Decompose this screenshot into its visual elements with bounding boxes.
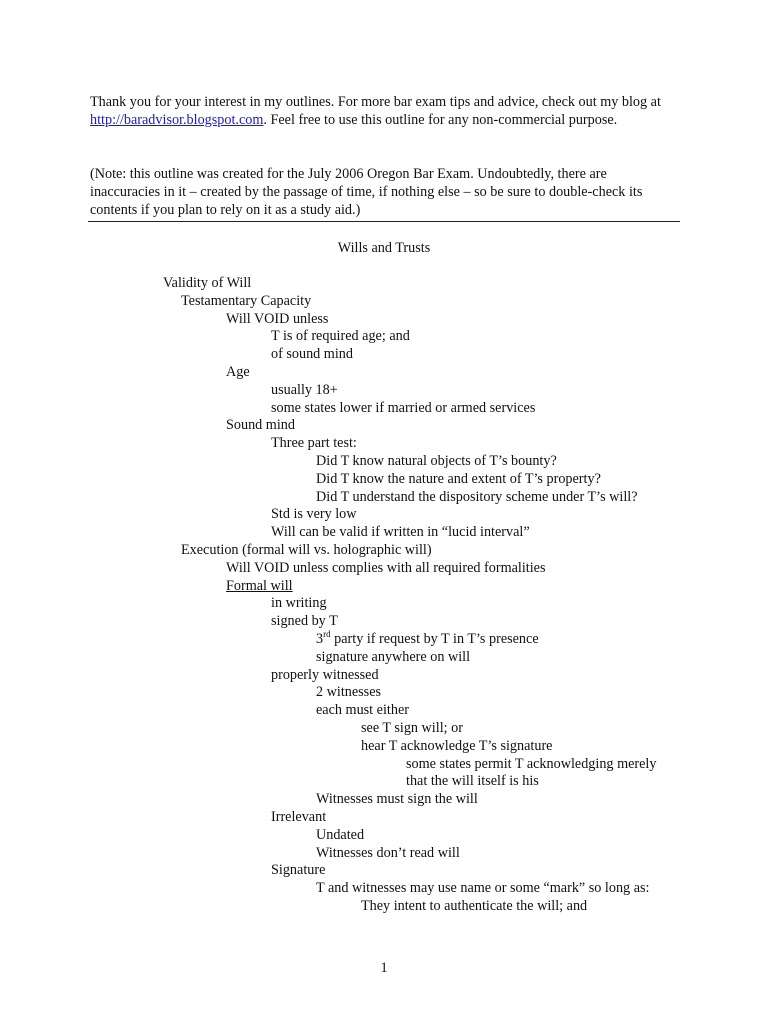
outline-text-main: Std is very low [271,506,357,522]
outline-text-main: properly witnessed [271,667,379,683]
outline-text [271,523,530,541]
outline-text-main: of sound mind [271,346,353,362]
outline-text-main: Will VOID unless complies with all required formalities [226,560,546,576]
outline-text [316,844,460,862]
outline-text [271,666,379,684]
outline-text-main: in writing [271,595,327,611]
outline-text-main: They intent to authenticate the will; and [361,898,588,914]
outline-text [316,826,364,844]
outline-text [163,274,251,292]
outline-text-main: 2 witnesses [316,684,382,700]
outline-text [271,612,338,630]
outline-text-main: Witnesses must sign the will [316,791,478,807]
outline-text [181,541,432,559]
outline-text-continued: party if request by T in T’s presence [330,631,539,647]
outline-text-main: hear T acknowledge T’s signature [361,738,553,754]
outline-text-main: some states lower if married or armed services [271,400,536,416]
outline-text-main: Will VOID unless [226,311,329,327]
outline-text [271,861,325,879]
outline-text-main: Validity of Will [163,275,252,291]
outline-text [316,648,470,666]
outline-text-main: usually 18+ [271,382,338,398]
outline-text [316,683,381,701]
outline-text-main: Did T know the nature and extent of T’s property? [316,471,601,487]
outline-text [271,434,357,452]
outline-text-main: Will can be valid if written in “lucid interval” [271,524,530,540]
outline-text-main: Undated [316,827,365,843]
intro-text-before-link: Thank you for your interest in my outlines. For more bar exam tips and advice, check out my blog at [90,94,661,110]
horizontal-divider [88,221,680,222]
outline-text-main: some states permit T acknowledging merely [406,756,657,772]
note-paragraph: (Note: this outline was created for the July 2006 Oregon Bar Exam. Undoubtedly, there are inaccuracies in it – created by the passage of time, if nothing else – so be sure to double-check its contents if you plan to rely on it as a study aid.) [90,166,643,218]
outline-text [406,772,539,790]
outline-text [226,363,250,381]
outline-text [271,594,327,612]
intro-text-after-link: . Feel free to use this outline for any non-commercial purpose. [263,112,618,128]
outline-text-main: Three part test: [271,435,357,451]
outline-text-main: see T sign will; or [361,720,463,736]
outline-text [361,719,463,737]
outline-text-main: Witnesses don’t read will [316,845,460,861]
outline-text [271,505,357,523]
outline-text [316,470,601,488]
outline-text-main: Formal will [226,578,293,594]
outline-text [316,488,638,506]
outline-text-main: T is of required age; and [271,328,410,344]
outline-text-main: signed by T [271,613,338,629]
outline-text [271,345,353,363]
outline-text [316,879,649,897]
outline-text-main: Signature [271,862,326,878]
outline-text [226,577,293,595]
outline-text-main: each must either [316,702,409,718]
outline-text-main: Sound mind [226,417,295,433]
document-title: Wills and Trusts [337,240,431,256]
outline-text [226,416,295,434]
intro-paragraph [90,93,680,129]
page-number: 1 [380,960,388,976]
ordinal-superscript: rd [323,629,331,639]
outline-text [271,327,410,345]
outline-text [316,701,409,719]
outline-text-main: Irrelevant [271,809,327,825]
outline-text-main: 3 [316,631,324,647]
outline-text [361,737,552,755]
outline-text [406,755,656,773]
outline-text [226,310,328,328]
blog-link[interactable]: http://baradvisor.blogspot.com [90,112,264,128]
outline-text-main: Did T understand the dispository scheme under T’s will? [316,489,638,505]
outline-text-main: Age [226,364,250,380]
outline-text [316,452,557,470]
outline-text [316,630,539,648]
outline-text [271,808,326,826]
outline-text-main: signature anywhere on will [316,649,471,665]
outline-text [226,559,546,577]
outline-text [361,897,587,915]
outline-text-main: Execution (formal will vs. holographic will) [181,542,432,558]
outline-text [271,381,338,399]
outline-text-main: that the will itself is his [406,773,539,789]
outline-text-main: T and witnesses may use name or some “mark” so long as: [316,880,650,896]
outline-text-main: Testamentary Capacity [181,293,312,309]
outline-text [181,292,311,310]
outline-text-main: Did T know natural objects of T’s bounty? [316,453,557,469]
outline-text [271,399,535,417]
outline-text [316,790,478,808]
